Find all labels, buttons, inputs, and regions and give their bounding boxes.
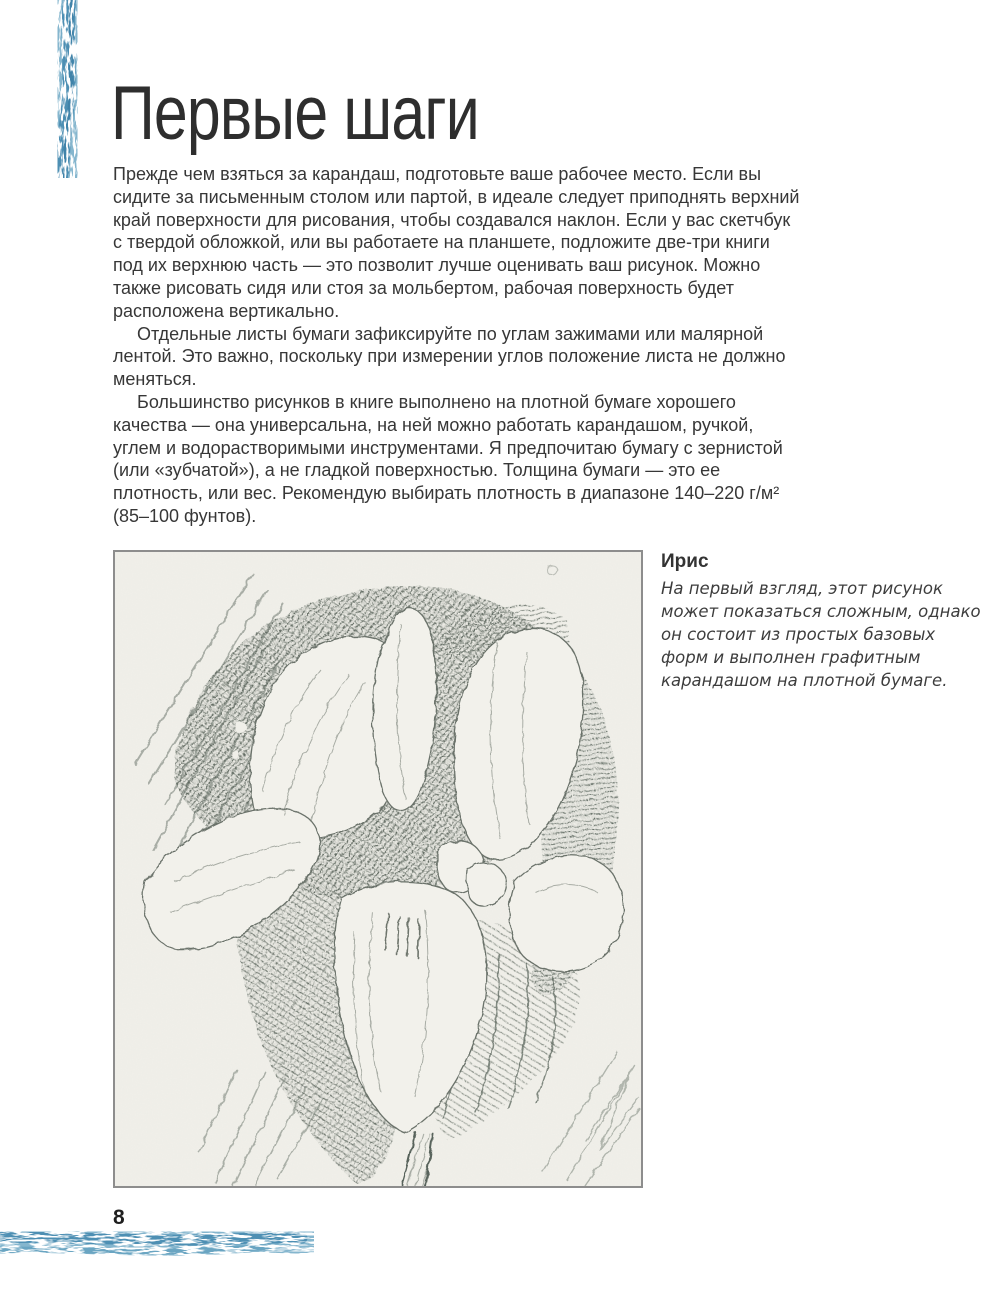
paragraph-3: Большинство рисунков в книге выполнено на плотной бумаге хорошего качества — она универсальна, на ней можно работать карандашом, ручкой, углем и водорастворимыми инструментами. Я предпочитаю бумагу с зернистой (или «зубчатой»), а не гладкой поверхностью. Толщина бумаги — это ее плотность, или вес. Рекомендую выбирать плотность в диапазоне 140–220 г/м² (85–100 фунтов). [113, 391, 783, 526]
figure-caption-title: Ирис [661, 551, 709, 572]
figure-caption [661, 551, 983, 692]
brush-stroke-vertical-icon [40, 0, 96, 178]
blue-brush-accent-top [40, 0, 96, 183]
paragraph-2: Отдельные листы бумаги зафиксируйте по углам зажимами или малярной лентой. Это важно, поскольку при измерении углов положение листа не должно меняться. [113, 323, 786, 390]
iris-pencil-sketch [115, 552, 641, 1186]
brush-stroke-horizontal-icon [0, 1220, 314, 1266]
page-number: 8 [113, 1206, 125, 1229]
iris-drawing-figure [113, 550, 643, 1188]
body-text [113, 163, 801, 528]
blue-brush-accent-bottom [0, 1220, 314, 1271]
paragraph-1: Прежде чем взяться за карандаш, подготовьте ваше рабочее место. Если вы сидите за письменным столом или партой, в идеале следует приподнять верхний край поверхности для рисования, чтобы создавался наклон. Если у вас скетчбук с твердой обложкой, или вы работаете на планшете, подложите две-три книги под их верхнюю часть — это позволит лучше оценивать ваш рисунок. Можно также рисовать сидя или стоя за мольбертом, рабочая поверхность будет расположена вертикально. [113, 164, 800, 321]
figure-caption-text: На первый взгляд, этот рисунок может показаться сложным, однако он состоит из простых базовых форм и выполнен графитным карандашом на плотной бумаге. [661, 579, 981, 690]
chapter-title: Первые шаги [111, 71, 479, 156]
